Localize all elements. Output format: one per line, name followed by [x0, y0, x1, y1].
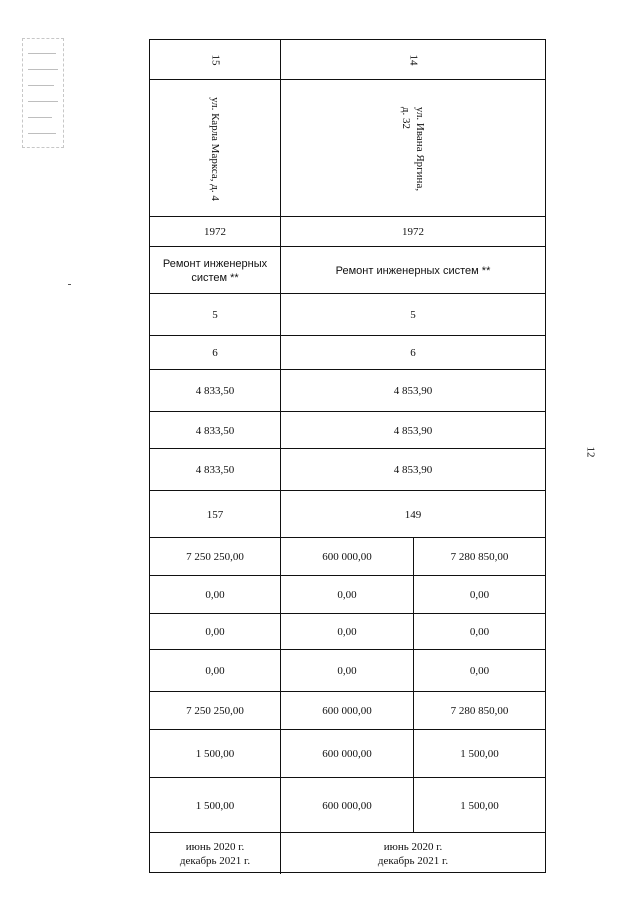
unit-cost-b-c3: 1 500,00	[460, 799, 499, 812]
period-right: июнь 2020 г. декабрь 2021 г.	[377, 840, 449, 867]
residents-right: 149	[404, 508, 422, 521]
cost-fund1-c2: 0,00	[281, 576, 414, 614]
cost-total-c3: 7 280 850,00	[450, 551, 509, 563]
table-row-cost-fund3	[150, 649, 545, 692]
address-right	[399, 106, 427, 190]
table-row-cost-fund2	[150, 613, 545, 650]
table-row-cost-owners	[150, 691, 545, 730]
table-row-unit-cost-b	[150, 777, 545, 833]
address-right-line1: ул. Ивана Яргина,	[414, 106, 426, 191]
area-total-left: 4 833,50	[150, 370, 281, 412]
cost-total-c2: 600 000,00	[281, 538, 414, 576]
cost-fund3-c1: 0,00	[150, 650, 281, 692]
page-number: 12	[584, 446, 597, 458]
cost-owners-c3: 7 280 850,00	[450, 705, 509, 717]
unit-cost-b-c2: 600 000,00	[281, 778, 414, 833]
unit-cost-a-c2: 600 000,00	[281, 730, 414, 778]
col-number-left: 15	[209, 54, 221, 65]
residents-left: 157	[150, 491, 281, 538]
cost-owners-c1: 7 250 250,00	[150, 692, 281, 730]
period-left: июнь 2020 г. декабрь 2021 г.	[179, 840, 251, 867]
cost-fund3-c2: 0,00	[281, 650, 414, 692]
floors-right: 5	[410, 309, 416, 321]
area-a-left: 4 833,50	[150, 412, 281, 449]
cost-fund1-c3: 0,00	[469, 589, 490, 601]
entrances-right: 6	[410, 347, 416, 359]
table-row-cost-fund1	[150, 575, 545, 614]
table-row-area-b	[150, 448, 545, 491]
area-b-left: 4 833,50	[150, 449, 281, 491]
cost-fund1-c1: 0,00	[150, 576, 281, 614]
table-row-unit-cost-a	[150, 729, 545, 778]
cost-total-c1: 7 250 250,00	[150, 538, 281, 576]
faded-stamp	[22, 38, 64, 148]
table-row-area-total	[150, 369, 545, 412]
repair-type-left: Ремонт инженерных систем **	[162, 257, 268, 284]
unit-cost-a-c1: 1 500,00	[150, 730, 281, 778]
repair-type-right: Ремонт инженерных систем **	[335, 264, 491, 277]
cost-fund2-c2: 0,00	[281, 614, 414, 650]
table-row-residents	[150, 490, 545, 538]
area-b-right: 4 853,90	[393, 464, 433, 476]
year-left: 1972	[150, 217, 281, 247]
table-row-entrances	[150, 335, 545, 370]
unit-cost-a-c3: 1 500,00	[460, 748, 499, 760]
area-total-right: 4 853,90	[393, 385, 433, 397]
scan-speck	[68, 284, 71, 285]
year-right: 1972	[402, 226, 424, 238]
table-row-period	[150, 832, 545, 874]
address-right-line2: д. 32	[400, 106, 412, 129]
floors-left: 5	[150, 294, 281, 336]
table-row-address	[150, 79, 545, 217]
table-row-year	[150, 216, 545, 247]
table-row-repair-type	[150, 246, 545, 294]
entrances-left: 6	[150, 336, 281, 370]
table-row-area-a	[150, 411, 545, 449]
cost-fund2-c1: 0,00	[150, 614, 281, 650]
table-row-floors	[150, 293, 545, 336]
area-a-right: 4 853,90	[393, 424, 433, 437]
address-left: ул. Карла Маркса, д. 4	[208, 96, 221, 201]
table-row-numbers	[150, 40, 545, 79]
cost-owners-c2: 600 000,00	[281, 692, 414, 730]
table-row-cost-total	[150, 537, 545, 576]
unit-cost-b-c1: 1 500,00	[150, 778, 281, 833]
capital-repair-table	[149, 39, 546, 873]
cost-fund3-c3: 0,00	[469, 665, 490, 677]
cost-fund2-c3: 0,00	[469, 626, 490, 638]
col-number-right: 14	[407, 54, 419, 65]
